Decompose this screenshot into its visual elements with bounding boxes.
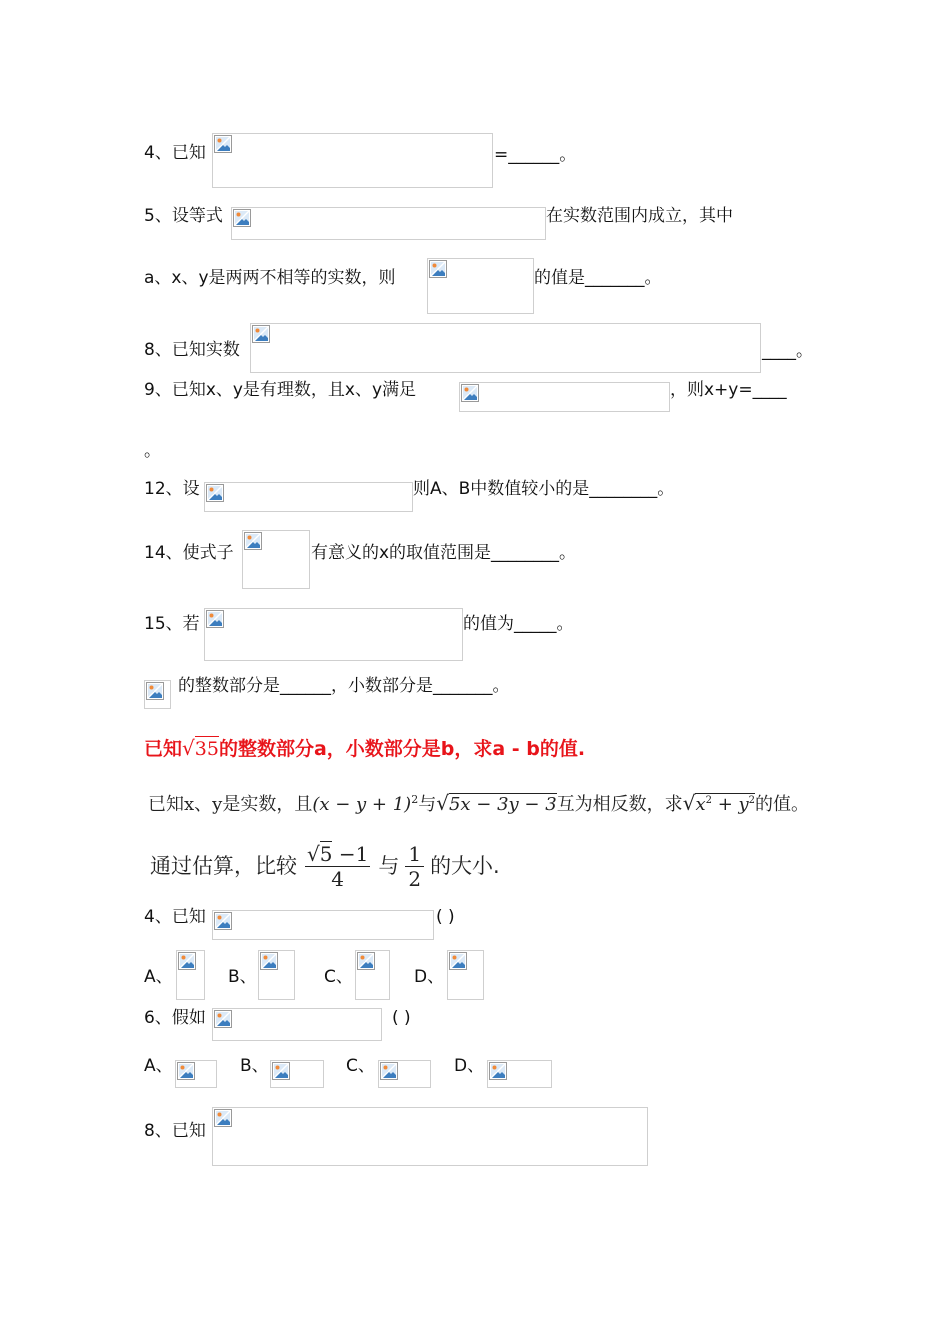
formula-image: [487, 1060, 552, 1088]
q14-prefix: 14、使式子: [144, 543, 234, 563]
scan-sq2: 2: [748, 795, 756, 806]
broken-image-icon: [244, 532, 262, 550]
broken-image-icon: [214, 1010, 232, 1028]
q9-suffix: ，则x+y=____: [670, 380, 787, 400]
red-problem: [144, 736, 585, 761]
q8-prefix: 8、已知实数: [144, 340, 240, 360]
choice-q6-paren: ( ): [392, 1008, 411, 1028]
broken-image-icon: [489, 1062, 507, 1080]
scan-radicand2-y: + y: [711, 794, 749, 815]
fraction-2-numerator: 1: [405, 842, 424, 867]
q9-end: 。: [144, 441, 161, 461]
formula-image: [355, 950, 390, 1000]
broken-image-icon: [214, 912, 232, 930]
choice-q6-option-d: D、: [454, 1056, 485, 1076]
q8b-prefix: 8、已知: [144, 1121, 206, 1141]
choice-q4-option-d: D、: [414, 967, 445, 987]
choice-q4-prefix: 4、已知: [144, 907, 206, 927]
formula-image: [176, 950, 205, 1000]
formula-image: [270, 1060, 324, 1088]
broken-image-icon: [214, 135, 232, 153]
formula-image: [258, 950, 295, 1000]
fraction-1-numerator: √5 −1: [307, 841, 369, 866]
fraction-1-rest: −1: [332, 841, 369, 866]
q15-suffix: 的值为_____。: [463, 614, 574, 634]
scan-radicand2-x: x: [695, 794, 706, 815]
broken-image-icon: [429, 260, 447, 278]
fraction-1-radicand: 5: [319, 841, 333, 866]
scan-expr-base: (x − y + 1): [312, 794, 412, 815]
broken-image-icon: [178, 952, 196, 970]
formula-image: [204, 482, 413, 512]
broken-image-icon: [177, 1062, 195, 1080]
formula-image: [427, 258, 534, 314]
scan-post: 互为相反数，求: [556, 794, 683, 815]
formula-image: [231, 207, 546, 240]
q15-prefix: 15、若: [144, 614, 200, 634]
formula-image: [378, 1060, 431, 1088]
q14-suffix: 有意义的x的取值范围是________。: [311, 543, 577, 563]
formula-image: [250, 323, 761, 373]
q4-answer-blank: =______。: [494, 145, 577, 165]
broken-image-icon: [260, 952, 278, 970]
choice-q4-option-a: A、: [144, 967, 173, 987]
choice-q6-option-a: A、: [144, 1056, 173, 1076]
choice-q4-option-b: B、: [228, 967, 257, 987]
choice-q4-paren: ( ): [436, 907, 455, 927]
choice-q4-option-c: C、: [324, 967, 353, 987]
estimate-prefix: 通过估算，比较: [150, 854, 297, 878]
fraction-1-denominator: 4: [331, 866, 345, 891]
q5-prefix: 5、设等式: [144, 206, 223, 226]
scan-prefix: 已知x、y是实数，且: [148, 794, 313, 815]
estimate-problem: [150, 837, 500, 895]
sqrt-35: √35: [182, 736, 219, 760]
estimate-post: 的大小.: [430, 854, 500, 878]
broken-image-icon: [380, 1062, 398, 1080]
q5b-prefix: a、x、y是两两不相等的实数，则: [144, 268, 396, 288]
fraction-2: [405, 842, 424, 891]
scan-end: 的值。: [755, 794, 810, 815]
broken-image-icon: [146, 682, 164, 700]
choice-q6-prefix: 6、假如: [144, 1008, 206, 1028]
q12-prefix: 12、设: [144, 479, 200, 499]
formula-image: [459, 382, 670, 412]
formula-image: [212, 1008, 382, 1041]
broken-image-icon: [233, 209, 251, 227]
fraction-2-denominator: 2: [408, 866, 422, 891]
formula-image: [175, 1060, 217, 1088]
q8-answer-blank: ____。: [762, 341, 813, 361]
red-problem-suffix: 的整数部分a，小数部分是b，求a - b的值.: [218, 738, 586, 760]
choice-q6-option-c: C、: [346, 1056, 375, 1076]
broken-image-icon: [357, 952, 375, 970]
fraction-1: [305, 842, 370, 891]
q5b-suffix: 的值是_______。: [534, 268, 662, 288]
broken-image-icon: [252, 325, 270, 343]
scan-expr-exp: 2: [411, 793, 419, 806]
formula-image: [212, 910, 434, 940]
red-problem-prefix: 已知: [144, 738, 183, 760]
scan-problem: 已知x、y是实数，且$(x - y + 1)^2$与√5x − 3y − 3互为相反数，求$√x^2 + y^2$的值。: [148, 791, 810, 815]
scan-radicand2: [695, 793, 755, 815]
formula-image: [212, 1107, 648, 1166]
formula-image: [204, 608, 463, 661]
formula-image: [144, 680, 171, 709]
scan-radicand: 5x − 3y − 3: [448, 794, 557, 815]
broken-image-icon: [206, 484, 224, 502]
broken-image-icon: [206, 610, 224, 628]
formula-image: [212, 133, 493, 188]
sqrt-35-radicand: 35: [194, 738, 219, 760]
q9-prefix: 9、已知x、y是有理数，且x、y满足: [144, 380, 417, 400]
broken-image-icon: [461, 384, 479, 402]
q12-suffix: 则A、B中数值较小的是________。: [413, 479, 675, 499]
estimate-mid: 与: [378, 854, 400, 878]
q5-suffix: 在实数范围内成立，其中: [546, 206, 733, 226]
choice-q6-option-b: B、: [240, 1056, 269, 1076]
scan-sq1: 2: [705, 795, 712, 806]
formula-image: [242, 530, 310, 589]
broken-image-icon: [272, 1062, 290, 1080]
q16-suffix: 的整数部分是______，小数部分是_______。: [178, 676, 510, 696]
broken-image-icon: [214, 1109, 232, 1127]
q4-prefix: 4、已知: [144, 143, 206, 163]
scan-mid: 与: [418, 794, 437, 815]
formula-image: [447, 950, 484, 1000]
broken-image-icon: [449, 952, 467, 970]
